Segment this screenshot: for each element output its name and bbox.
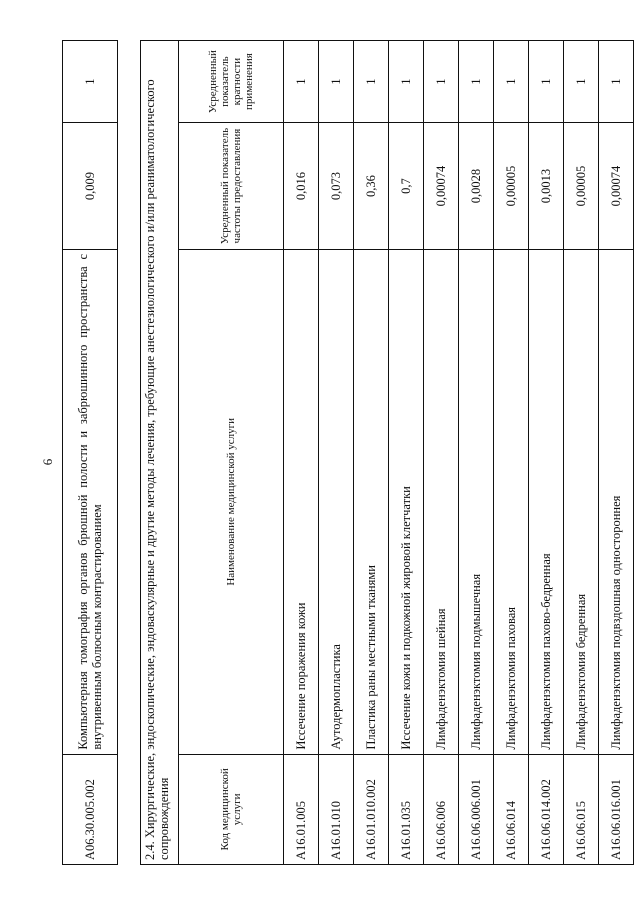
service-code: A16.06.014 [494, 754, 529, 864]
multiplicity-value: 1 [284, 41, 319, 123]
header-frequency: Усредненный показатель частоты предоставления [179, 123, 284, 250]
service-code: A16.06.016.001 [599, 754, 634, 864]
header-multiplicity: Усредненный показатель кратности применения [179, 41, 284, 123]
service-name: Иссечение кожи и подкожной жировой клетчатки [389, 249, 424, 754]
service-name: Лимфаденэктомия подмышечная [459, 249, 494, 754]
header-row [179, 41, 284, 865]
section-title: 2.4. Хирургические, эндоскопические, эндоваскулярные и другие методы лечения, требующие анестезиологического и/или реаниматологического сопровождения [141, 41, 179, 865]
page-number: 6 [40, 458, 55, 466]
frequency-value: 0,0028 [459, 123, 494, 250]
table-row [319, 41, 354, 865]
multiplicity-value: 1 [459, 41, 494, 123]
service-code: A16.06.006 [424, 754, 459, 864]
frequency-value: 0,00005 [564, 123, 599, 250]
header-name: Наименование медицинской услуги [179, 249, 284, 754]
multiplicity-value: 1 [494, 41, 529, 123]
header-code: Код медицинской услуги [179, 754, 284, 864]
table-row [599, 41, 634, 865]
multiplicity-value: 1 [599, 41, 634, 123]
frequency-value: 0,7 [389, 123, 424, 250]
table-row [494, 41, 529, 865]
service-name: Компьютерная томография органов брюшной полости и забрюшинного пространства с внутривенным болюсным контрастированием [63, 249, 118, 754]
table-row [424, 41, 459, 865]
frequency-value: 0,00074 [599, 123, 634, 250]
service-name: Лимфаденэктомия пахово-бедренная [529, 249, 564, 754]
service-code: A16.01.035 [389, 754, 424, 864]
multiplicity-value: 1 [63, 41, 118, 123]
service-code: A16.06.014.002 [529, 754, 564, 864]
multiplicity-value: 1 [424, 41, 459, 123]
frequency-value: 0,009 [63, 123, 118, 250]
service-code: A16.01.010.002 [354, 754, 389, 864]
frequency-value: 0,36 [354, 123, 389, 250]
frequency-value: 0,016 [284, 123, 319, 250]
service-code: A16.06.006.001 [459, 754, 494, 864]
table-row [63, 41, 118, 865]
service-code: A16.06.015 [564, 754, 599, 864]
table-row [529, 41, 564, 865]
frequency-value: 0,0013 [529, 123, 564, 250]
multiplicity-value: 1 [389, 41, 424, 123]
service-code: A16.01.010 [319, 754, 354, 864]
multiplicity-value: 1 [529, 41, 564, 123]
multiplicity-value: 1 [564, 41, 599, 123]
service-code: A16.01.005 [284, 754, 319, 864]
service-name: Иссечение поражения кожи [284, 249, 319, 754]
multiplicity-value: 1 [319, 41, 354, 123]
section-title-row [141, 41, 179, 865]
table-row [389, 41, 424, 865]
service-name: Аутодермопластика [319, 249, 354, 754]
multiplicity-value: 1 [354, 41, 389, 123]
frequency-value: 0,073 [319, 123, 354, 250]
top-service-table [62, 40, 118, 865]
table-row [459, 41, 494, 865]
service-code: A06.30.005.002 [63, 754, 118, 864]
service-name: Лимфаденэктомия подвздошная одностороннея [599, 249, 634, 754]
section-services-table [140, 40, 634, 865]
frequency-value: 0,00005 [494, 123, 529, 250]
frequency-value: 0,00074 [424, 123, 459, 250]
service-name: Лимфаденэктомия шейная [424, 249, 459, 754]
table-row [284, 41, 319, 865]
service-name: Лимфаденэктомия бедренная [564, 249, 599, 754]
service-name: Лимфаденэктомия паховая [494, 249, 529, 754]
table-row [354, 41, 389, 865]
table-row [564, 41, 599, 865]
service-name: Пластика раны местными тканями [354, 249, 389, 754]
rotated-page-content [62, 40, 623, 865]
